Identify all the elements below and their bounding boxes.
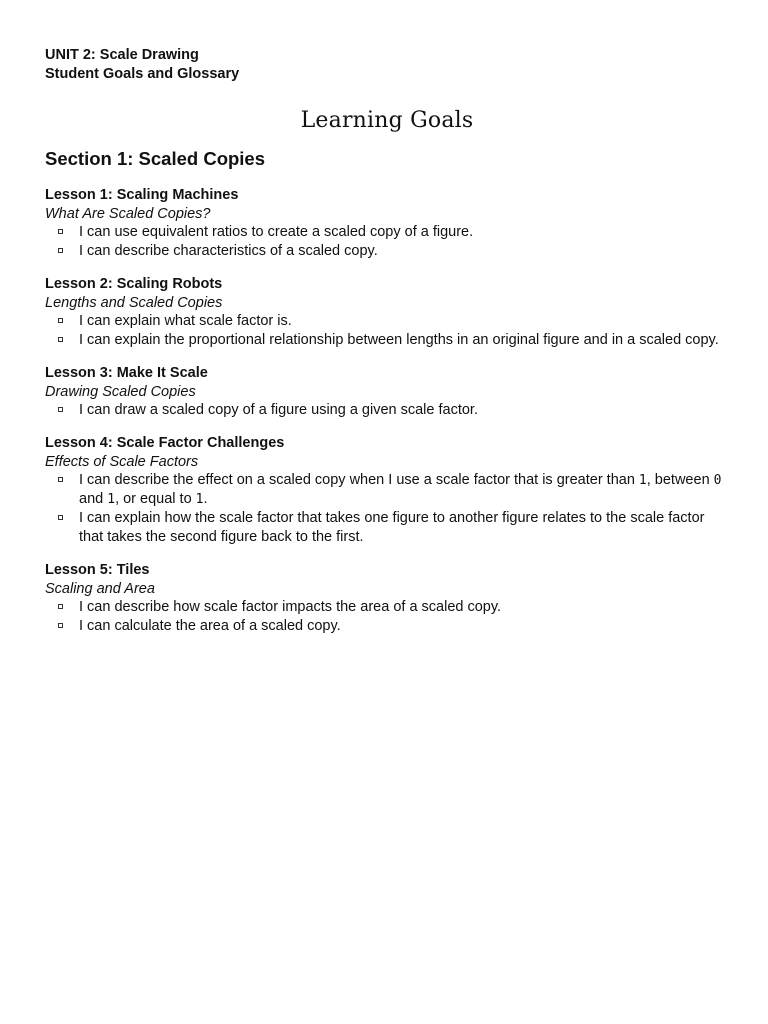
goal-text: I can explain the proportional relationship between lengths in an original figure and in a scaled copy. — [79, 332, 719, 348]
goal-item — [45, 331, 725, 350]
unit-subtitle: Student Goals and Glossary — [45, 66, 240, 82]
square-bullet-icon — [58, 318, 63, 323]
goal-text: I can draw a scaled copy of a figure using a given scale factor. — [79, 402, 478, 418]
number-one: 1 — [107, 492, 116, 507]
lesson-3 — [45, 364, 725, 420]
goal-item — [45, 617, 725, 636]
goal-item — [45, 242, 725, 261]
goal-text-part: I can describe the effect on a scaled copy when I use a scale factor that is greater than — [79, 472, 639, 488]
square-bullet-icon — [58, 229, 63, 234]
lesson-title: Lesson 1: Scaling Machines — [45, 187, 239, 203]
goal-item — [45, 509, 725, 547]
goal-text-part: and — [79, 491, 108, 507]
goal-list — [45, 598, 725, 636]
goal-text: I can explain how the scale factor that takes one figure to another figure relates to the scale factor that takes the second figure back to the first. — [79, 510, 705, 545]
lesson-1 — [45, 186, 725, 261]
goal-list — [45, 223, 725, 261]
lesson-subtitle: Scaling and Area — [45, 581, 155, 597]
goal-text: I can explain what scale factor is. — [79, 313, 292, 329]
goal-text — [79, 472, 722, 507]
number-one: 1 — [195, 492, 204, 507]
lesson-subtitle: Drawing Scaled Copies — [45, 384, 196, 400]
goal-text-part: , between — [646, 472, 714, 488]
lesson-title: Lesson 5: Tiles — [45, 562, 150, 578]
goal-item — [45, 312, 725, 331]
learning-goals-title: Learning Goals — [300, 108, 474, 133]
lesson-subtitle: Lengths and Scaled Copies — [45, 295, 223, 311]
goal-text-part: , or equal to — [115, 491, 196, 507]
square-bullet-icon — [58, 407, 63, 412]
square-bullet-icon — [58, 337, 63, 342]
lesson-title: Lesson 2: Scaling Robots — [45, 276, 223, 292]
square-bullet-icon — [58, 623, 63, 628]
lesson-4 — [45, 434, 725, 547]
goal-list — [45, 312, 725, 350]
goal-list — [45, 471, 725, 547]
goal-text: I can describe characteristics of a scaled copy. — [79, 243, 378, 259]
lesson-subtitle: What Are Scaled Copies? — [45, 206, 211, 222]
lesson-title: Lesson 3: Make It Scale — [45, 365, 208, 381]
goal-item — [45, 471, 725, 509]
goal-text: I can describe how scale factor impacts the area of a scaled copy. — [79, 599, 502, 615]
goal-item — [45, 223, 725, 242]
goal-text: I can calculate the area of a scaled copy. — [79, 618, 341, 634]
goal-text-part: . — [203, 491, 208, 507]
goal-item — [45, 401, 725, 420]
document-page — [45, 46, 725, 636]
section-title: Section 1: Scaled Copies — [45, 148, 266, 169]
unit-title: UNIT 2: Scale Drawing — [45, 47, 199, 63]
goal-item — [45, 598, 725, 617]
square-bullet-icon — [58, 604, 63, 609]
square-bullet-icon — [58, 515, 63, 520]
square-bullet-icon — [58, 477, 63, 482]
number-one: 1 — [638, 473, 647, 488]
number-zero: 0 — [713, 473, 722, 488]
goal-text: I can use equivalent ratios to create a scaled copy of a figure. — [79, 224, 474, 240]
lesson-subtitle: Effects of Scale Factors — [45, 454, 199, 470]
lesson-5 — [45, 561, 725, 636]
goal-list — [45, 401, 725, 420]
square-bullet-icon — [58, 248, 63, 253]
lesson-2 — [45, 275, 725, 350]
lesson-title: Lesson 4: Scale Factor Challenges — [45, 435, 285, 451]
